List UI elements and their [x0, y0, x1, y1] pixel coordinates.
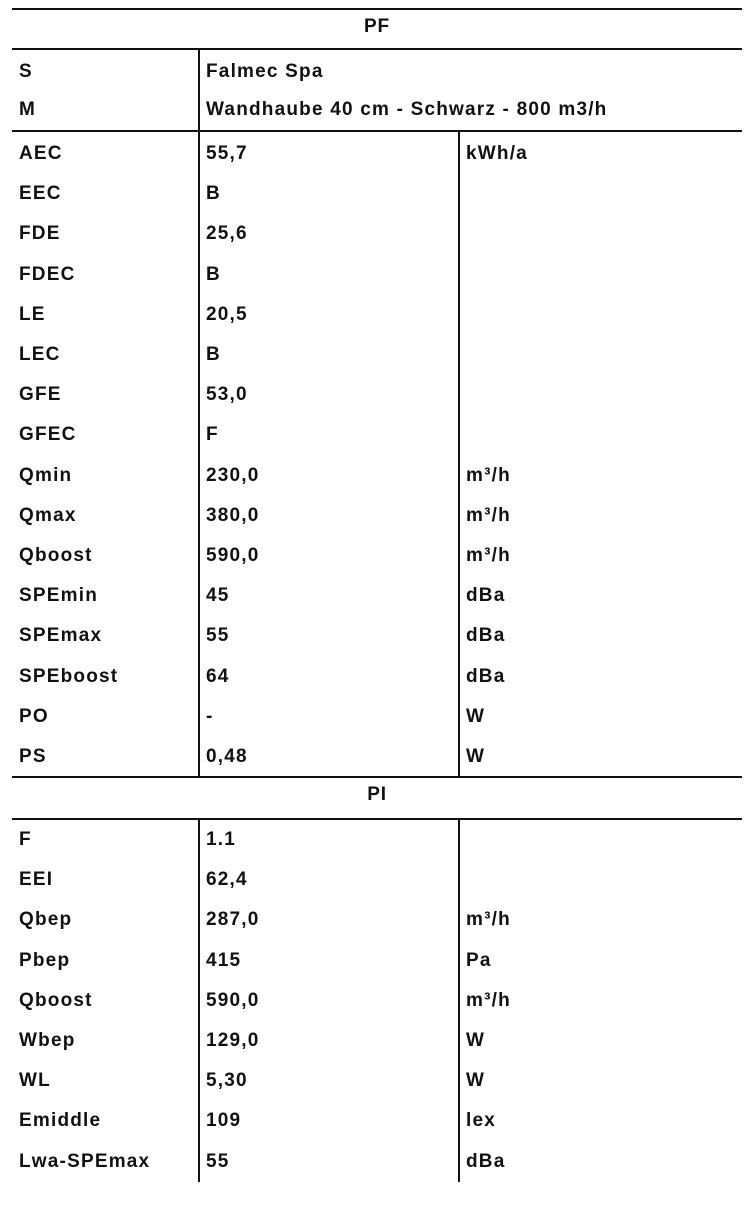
row-unit: W	[466, 1070, 486, 1092]
row-label: SPEmin	[19, 585, 98, 607]
row-value: 415	[206, 949, 242, 971]
row-label: Qmax	[19, 504, 77, 526]
model-row	[12, 90, 742, 130]
row-value: 129,0	[206, 1030, 260, 1051]
row-value: 45	[206, 585, 230, 607]
row-label: Qmin	[19, 464, 73, 486]
row-value: 55	[206, 625, 230, 647]
supplier-row	[12, 52, 742, 92]
row-unit: m³/h	[466, 909, 511, 931]
row-label: Pbep	[19, 949, 71, 971]
row-value: 109	[206, 1110, 242, 1132]
row-value: 230,0	[206, 464, 260, 486]
row-label: FDEC	[19, 263, 76, 285]
row-label: WL	[19, 1070, 51, 1092]
row-value: B	[206, 263, 221, 285]
table-row	[12, 737, 742, 777]
row-label: M	[19, 99, 37, 120]
row-value: 20,5	[206, 303, 248, 325]
table-top-border	[12, 8, 742, 10]
table-row	[12, 335, 742, 375]
table-row	[12, 1021, 742, 1061]
row-value: 5,30	[206, 1070, 248, 1092]
row-label: PO	[19, 705, 49, 727]
section-divider	[12, 776, 742, 778]
table-row	[12, 1101, 742, 1141]
row-label: AEC	[19, 143, 63, 164]
table-row	[12, 1061, 742, 1101]
row-value: Wandhaube 40 cm - Schwarz - 800 m3/h	[206, 99, 608, 120]
row-unit: W	[466, 705, 486, 727]
table-row	[12, 295, 742, 335]
row-unit: dBa	[466, 625, 506, 647]
row-value: -	[206, 705, 214, 727]
row-value: 590,0	[206, 989, 260, 1011]
row-unit: dBa	[466, 585, 506, 607]
row-unit: dBa	[466, 665, 506, 687]
table-row	[12, 657, 742, 697]
row-label: Qboost	[19, 545, 93, 566]
row-unit: kWh/a	[466, 143, 528, 164]
section-divider	[12, 130, 742, 132]
row-value: Falmec Spa	[206, 61, 324, 82]
row-value: 1.1	[206, 829, 237, 850]
row-unit: m³/h	[466, 464, 511, 486]
row-value: B	[206, 183, 221, 205]
section-divider	[12, 48, 742, 50]
table-row	[12, 214, 742, 254]
row-value: 64	[206, 665, 230, 687]
table-row	[12, 415, 742, 455]
row-label: LE	[19, 303, 46, 325]
row-value: 287,0	[206, 909, 260, 931]
row-value: 0,48	[206, 746, 248, 767]
row-value: F	[206, 424, 219, 446]
row-unit: dBa	[466, 1150, 506, 1172]
row-label: S	[19, 61, 33, 82]
row-unit: Pa	[466, 949, 492, 971]
row-label: EEI	[19, 869, 54, 891]
table-row	[12, 860, 742, 900]
row-label: EEC	[19, 183, 62, 205]
table-row	[12, 1142, 742, 1182]
table-row	[12, 697, 742, 737]
table-row	[12, 941, 742, 981]
table-row	[12, 576, 742, 616]
table-row	[12, 375, 742, 415]
row-label: FDE	[19, 223, 61, 245]
row-value: B	[206, 344, 221, 365]
table-row	[12, 536, 742, 576]
row-unit: m³/h	[466, 504, 511, 526]
section-title-pf: PF	[364, 16, 390, 37]
row-label: F	[19, 829, 32, 850]
row-unit: W	[466, 1030, 486, 1051]
table-row	[12, 820, 742, 860]
row-label: SPEboost	[19, 665, 119, 687]
row-label: SPEmax	[19, 625, 103, 647]
row-value: 55	[206, 1150, 230, 1172]
row-value: 380,0	[206, 504, 260, 526]
table-row	[12, 900, 742, 940]
row-value: 53,0	[206, 384, 248, 406]
row-label: Qbep	[19, 909, 73, 931]
table-row	[12, 496, 742, 536]
row-unit: lex	[466, 1110, 497, 1132]
row-unit: m³/h	[466, 545, 511, 566]
table-row	[12, 456, 742, 496]
table-row	[12, 255, 742, 295]
row-value: 62,4	[206, 869, 248, 891]
row-unit: m³/h	[466, 989, 511, 1011]
table-row	[12, 134, 742, 174]
row-unit: W	[466, 746, 486, 767]
row-label: Emiddle	[19, 1110, 102, 1132]
row-label: Wbep	[19, 1030, 76, 1051]
table-row	[12, 981, 742, 1021]
row-label: GFE	[19, 384, 62, 406]
row-value: 55,7	[206, 143, 248, 164]
row-label: GFEC	[19, 424, 77, 446]
table-row	[12, 616, 742, 656]
row-label: Qboost	[19, 989, 93, 1011]
table-row	[12, 174, 742, 214]
row-label: Lwa-SPEmax	[19, 1150, 151, 1172]
row-value: 590,0	[206, 545, 260, 566]
row-label: LEC	[19, 344, 61, 365]
row-label: PS	[19, 746, 47, 767]
row-value: 25,6	[206, 223, 248, 245]
section-title-pi: PI	[367, 784, 387, 805]
